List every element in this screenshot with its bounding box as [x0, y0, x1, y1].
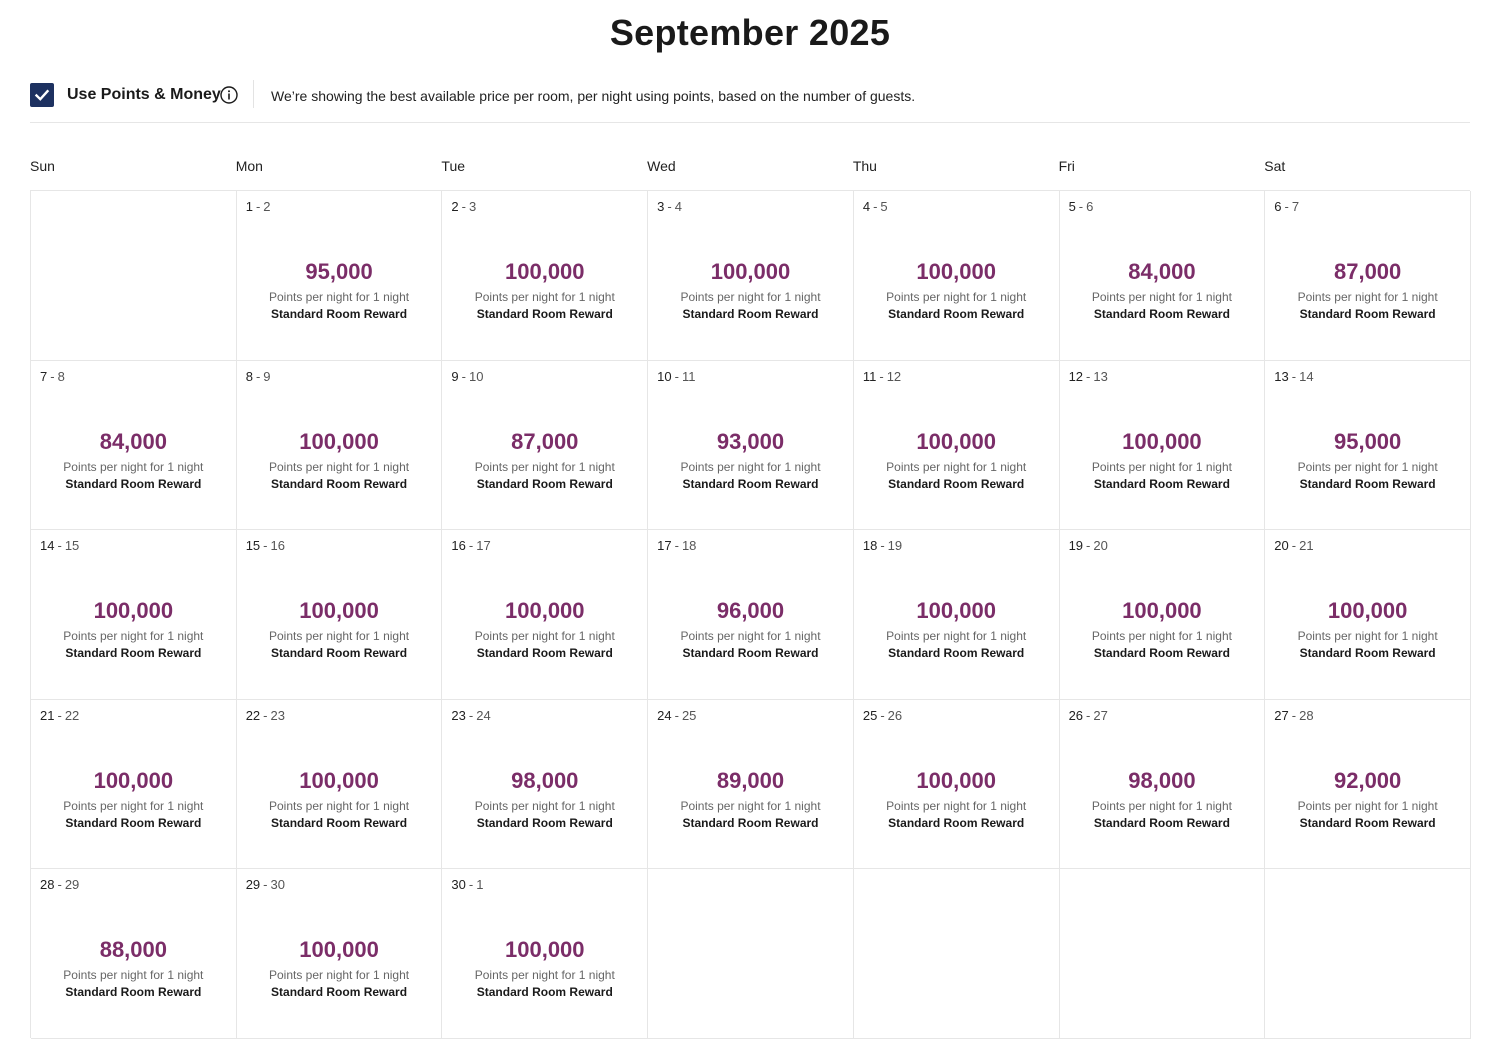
check-out-date: 25 — [681, 707, 697, 723]
points-price: 87,000 — [511, 428, 579, 454]
points-subtitle: Points per night for 1 night — [680, 798, 821, 813]
check-in-date: 27 — [1274, 707, 1289, 723]
check-in-date: 10 — [657, 368, 672, 384]
points-subtitle: Points per night for 1 night — [63, 798, 204, 813]
day-cell[interactable] — [854, 700, 1060, 870]
points-subtitle: Points per night for 1 night — [474, 968, 615, 983]
date-dash: - — [263, 877, 268, 893]
check-out-date: 2 — [263, 199, 271, 214]
weekday-thu: Thu — [852, 158, 877, 174]
check-in-date: 26 — [1068, 707, 1084, 723]
check-in-date: 23 — [451, 707, 466, 723]
points-price: 93,000 — [716, 428, 785, 454]
points-subtitle: Points per night for 1 night — [63, 968, 204, 983]
check-out-date: 21 — [1299, 538, 1314, 554]
reward-type: Standard Room Reward — [65, 476, 202, 491]
check-out-date: 17 — [476, 538, 491, 554]
reward-type: Standard Room Reward — [65, 985, 202, 1000]
check-in-date: 18 — [862, 538, 878, 554]
points-price: 100,000 — [93, 598, 174, 624]
check-out-date: 26 — [887, 707, 903, 723]
points-price: 100,000 — [299, 428, 379, 454]
check-in-date: 19 — [1068, 538, 1084, 554]
date-dash: - — [1086, 368, 1091, 384]
points-price: 100,000 — [505, 937, 585, 963]
check-in-date: 14 — [40, 538, 55, 554]
use-points-money-checkbox[interactable] — [30, 83, 54, 107]
check-in-date: 7 — [40, 368, 48, 384]
day-cell[interactable] — [31, 700, 237, 870]
check-out-date: 16 — [270, 538, 285, 554]
date-dash: - — [57, 707, 62, 723]
check-in-date: 8 — [245, 368, 253, 384]
date-dash: - — [674, 368, 679, 384]
reward-type: Standard Room Reward — [1299, 646, 1436, 661]
points-subtitle: Points per night for 1 night — [474, 798, 615, 813]
day-cell[interactable] — [442, 869, 648, 1039]
points-subtitle: Points per night for 1 night — [1091, 290, 1232, 304]
calendar-grid — [30, 190, 1470, 1038]
day-cell[interactable] — [648, 191, 854, 361]
weekday-mon: Mon — [235, 158, 263, 174]
date-dash: - — [880, 538, 885, 554]
day-cell[interactable] — [442, 191, 648, 361]
date-dash: - — [1078, 199, 1084, 214]
day-cell[interactable] — [648, 361, 854, 531]
points-subtitle: Points per night for 1 night — [474, 459, 615, 474]
points-subtitle: Points per night for 1 night — [269, 798, 410, 813]
reward-type: Standard Room Reward — [682, 476, 819, 491]
check-in-date: 15 — [245, 538, 261, 554]
check-in-date: 29 — [245, 877, 261, 893]
reward-type: Standard Room Reward — [888, 307, 1025, 321]
check-in-date: 4 — [862, 199, 871, 214]
day-cell[interactable] — [854, 191, 1060, 361]
points-price: 87,000 — [1333, 259, 1402, 284]
reward-type: Standard Room Reward — [271, 815, 408, 830]
check-in-date: 5 — [1068, 199, 1076, 214]
check-out-date: 13 — [1093, 368, 1108, 384]
date-range — [246, 369, 271, 384]
date-range — [246, 538, 285, 553]
points-subtitle: Points per night for 1 night — [1297, 798, 1438, 813]
check-in-date: 28 — [40, 877, 55, 893]
date-range — [246, 877, 285, 892]
points-price: 100,000 — [916, 767, 996, 793]
points-price: 100,000 — [299, 598, 379, 624]
date-range — [1274, 199, 1299, 214]
date-range — [863, 199, 888, 214]
date-dash: - — [1291, 538, 1297, 554]
points-subtitle: Points per night for 1 night — [1297, 629, 1438, 644]
date-range — [40, 877, 79, 892]
points-price: 100,000 — [916, 598, 996, 624]
check-in-date: 12 — [1068, 368, 1084, 384]
day-cell[interactable] — [648, 700, 854, 870]
points-subtitle: Points per night for 1 night — [886, 798, 1027, 813]
points-price: 89,000 — [716, 767, 785, 793]
date-range — [657, 538, 696, 553]
points-subtitle: Points per night for 1 night — [680, 290, 821, 304]
date-dash: - — [1291, 707, 1297, 723]
date-dash: - — [263, 538, 268, 554]
date-range — [1069, 199, 1094, 214]
check-in-date: 25 — [862, 707, 878, 723]
pricing-info-text: We’re showing the best available price per room, per night using points, based on the number of guests. — [271, 88, 916, 104]
reward-type: Standard Room Reward — [271, 307, 408, 321]
date-dash: - — [461, 368, 466, 384]
date-range — [1069, 708, 1108, 723]
empty-day-cell — [854, 869, 1060, 1039]
points-price: 100,000 — [916, 428, 996, 454]
date-dash: - — [667, 199, 672, 214]
reward-type: Standard Room Reward — [1299, 476, 1436, 491]
date-dash: - — [880, 707, 885, 723]
day-cell[interactable] — [1265, 700, 1471, 870]
date-dash: - — [873, 199, 878, 214]
empty-day-cell — [1265, 869, 1471, 1039]
date-dash: - — [263, 707, 268, 723]
points-subtitle: Points per night for 1 night — [1297, 290, 1438, 304]
points-subtitle: Points per night for 1 night — [269, 290, 410, 304]
check-out-date: 28 — [1299, 707, 1314, 723]
date-dash: - — [468, 707, 474, 723]
check-in-date: 2 — [451, 199, 459, 214]
date-range — [657, 708, 696, 723]
date-dash: - — [57, 538, 62, 554]
date-range — [40, 369, 65, 384]
date-dash: - — [57, 877, 62, 893]
day-cell[interactable] — [237, 869, 443, 1039]
check-out-date: 12 — [886, 368, 902, 384]
check-in-date: 1 — [245, 199, 253, 214]
day-cell[interactable] — [1265, 361, 1471, 531]
date-dash: - — [1291, 368, 1297, 384]
check-in-date: 3 — [657, 199, 665, 214]
points-price: 92,000 — [1333, 767, 1402, 793]
day-cell[interactable] — [237, 700, 443, 870]
points-price: 98,000 — [1128, 767, 1196, 793]
check-in-date: 9 — [451, 368, 459, 384]
check-out-date: 8 — [57, 368, 65, 384]
reward-type: Standard Room Reward — [682, 815, 819, 830]
check-out-date: 1 — [476, 877, 484, 893]
points-price: 96,000 — [716, 598, 785, 624]
check-out-date: 15 — [64, 538, 80, 554]
date-dash: - — [468, 538, 474, 554]
calendar-month-title: September 2025 — [609, 12, 891, 53]
points-subtitle: Points per night for 1 night — [269, 459, 410, 474]
reward-type: Standard Room Reward — [1093, 646, 1230, 661]
reward-type: Standard Room Reward — [476, 815, 613, 830]
day-cell[interactable] — [237, 361, 443, 531]
date-range — [451, 877, 483, 892]
date-range — [246, 708, 285, 723]
reward-type: Standard Room Reward — [476, 476, 613, 491]
checkmark-icon — [34, 87, 50, 103]
check-in-date: 22 — [245, 707, 261, 723]
reward-type: Standard Room Reward — [1093, 815, 1230, 830]
day-cell[interactable] — [237, 530, 443, 700]
reward-type: Standard Room Reward — [476, 307, 613, 321]
date-range — [451, 538, 490, 553]
check-out-date: 7 — [1291, 199, 1300, 214]
check-out-date: 22 — [64, 707, 80, 723]
day-cell[interactable] — [1060, 361, 1266, 531]
reward-type: Standard Room Reward — [1299, 815, 1436, 830]
points-price: 100,000 — [1327, 598, 1408, 624]
date-dash: - — [1086, 707, 1091, 723]
day-cell[interactable] — [237, 191, 443, 361]
points-price: 100,000 — [505, 598, 585, 624]
date-range — [451, 199, 476, 214]
reward-type: Standard Room Reward — [65, 815, 202, 830]
check-in-date: 6 — [1274, 199, 1282, 214]
empty-day-cell — [1060, 869, 1266, 1039]
date-range — [657, 369, 695, 384]
check-out-date: 29 — [64, 877, 80, 893]
points-subtitle: Points per night for 1 night — [1091, 629, 1232, 644]
day-cell[interactable] — [31, 361, 237, 531]
points-subtitle: Points per night for 1 night — [886, 290, 1027, 304]
points-price: 84,000 — [99, 428, 167, 454]
check-out-date: 10 — [469, 368, 484, 384]
date-range — [1069, 538, 1108, 553]
points-price: 100,000 — [93, 767, 174, 793]
points-subtitle: Points per night for 1 night — [680, 629, 821, 644]
date-dash: - — [255, 199, 261, 214]
check-in-date: 17 — [657, 538, 672, 554]
date-range — [451, 708, 490, 723]
date-range — [863, 369, 901, 384]
points-subtitle: Points per night for 1 night — [269, 968, 410, 983]
check-out-date: 20 — [1093, 538, 1108, 554]
reward-type: Standard Room Reward — [476, 985, 613, 1000]
date-range — [40, 538, 79, 553]
check-out-date: 4 — [674, 199, 682, 214]
day-cell[interactable] — [1060, 191, 1266, 361]
weekday-header-row — [30, 158, 1470, 178]
check-in-date: 11 — [862, 368, 877, 384]
points-price: 100,000 — [710, 259, 791, 284]
check-in-date: 21 — [40, 707, 55, 723]
date-range — [246, 199, 271, 214]
toolbar-divider — [253, 80, 254, 108]
points-money-toolbar — [30, 80, 1470, 123]
empty-day-cell — [648, 869, 854, 1039]
weekday-fri: Fri — [1058, 158, 1075, 174]
points-price: 95,000 — [1333, 428, 1402, 454]
day-cell[interactable] — [854, 361, 1060, 531]
day-cell[interactable] — [1060, 530, 1266, 700]
check-out-date: 18 — [681, 538, 697, 554]
date-range — [1069, 369, 1108, 384]
date-dash: - — [50, 368, 55, 384]
weekday-wed: Wed — [647, 158, 676, 174]
day-cell[interactable] — [31, 869, 237, 1039]
reward-type: Standard Room Reward — [271, 476, 408, 491]
reward-type: Standard Room Reward — [888, 476, 1025, 491]
use-points-money-label[interactable]: Use Points & Money — [67, 86, 221, 103]
points-price: 98,000 — [511, 767, 579, 793]
date-range — [863, 708, 902, 723]
points-subtitle: Points per night for 1 night — [269, 629, 410, 644]
date-range — [451, 369, 483, 384]
reward-type: Standard Room Reward — [888, 815, 1025, 830]
reward-type: Standard Room Reward — [1093, 476, 1230, 491]
points-subtitle: Points per night for 1 night — [474, 290, 615, 304]
check-out-date: 9 — [263, 368, 271, 384]
weekday-tue: Tue — [441, 158, 466, 174]
check-out-date: 19 — [887, 538, 903, 554]
points-subtitle: Points per night for 1 night — [886, 459, 1027, 474]
reward-type: Standard Room Reward — [888, 646, 1025, 661]
day-cell[interactable] — [854, 530, 1060, 700]
check-out-date: 3 — [469, 199, 477, 214]
date-dash: - — [1086, 538, 1091, 554]
check-in-date: 16 — [451, 538, 466, 554]
points-subtitle: Points per night for 1 night — [63, 459, 204, 474]
day-cell[interactable] — [1060, 700, 1266, 870]
check-out-date: 11 — [681, 368, 696, 384]
check-out-date: 23 — [270, 707, 285, 723]
reward-type: Standard Room Reward — [682, 307, 819, 321]
date-dash: - — [468, 877, 474, 893]
check-in-date: 30 — [451, 877, 466, 893]
points-subtitle: Points per night for 1 night — [63, 629, 204, 644]
check-out-date: 27 — [1093, 707, 1108, 723]
day-cell[interactable] — [1265, 530, 1471, 700]
day-cell[interactable] — [1265, 191, 1471, 361]
reward-type: Standard Room Reward — [476, 646, 613, 661]
points-subtitle: Points per night for 1 night — [1297, 459, 1438, 474]
date-dash: - — [461, 199, 466, 214]
weekday-sat: Sat — [1264, 158, 1286, 174]
date-range — [1274, 708, 1313, 723]
date-range — [657, 199, 682, 214]
date-range — [40, 708, 79, 723]
day-cell[interactable] — [442, 530, 648, 700]
check-in-date: 13 — [1274, 368, 1289, 384]
points-subtitle: Points per night for 1 night — [1091, 459, 1232, 474]
reward-type: Standard Room Reward — [682, 646, 819, 661]
day-cell[interactable] — [442, 361, 648, 531]
points-price: 100,000 — [1122, 428, 1202, 454]
date-dash: - — [674, 538, 679, 554]
check-out-date: 14 — [1299, 368, 1314, 384]
points-subtitle: Points per night for 1 night — [886, 629, 1027, 644]
points-subtitle: Points per night for 1 night — [474, 629, 615, 644]
date-dash: - — [1284, 199, 1289, 214]
points-subtitle: Points per night for 1 night — [680, 459, 821, 474]
reward-type: Standard Room Reward — [1299, 307, 1436, 321]
date-range — [1274, 538, 1313, 553]
date-range — [1274, 369, 1313, 384]
day-cell[interactable] — [442, 700, 648, 870]
date-dash: - — [879, 368, 884, 384]
date-dash: - — [255, 368, 261, 384]
check-out-date: 5 — [880, 199, 888, 214]
day-cell[interactable] — [31, 530, 237, 700]
check-in-date: 24 — [657, 707, 672, 723]
points-subtitle: Points per night for 1 night — [1091, 798, 1232, 813]
reward-type: Standard Room Reward — [271, 985, 408, 1000]
points-price: 100,000 — [505, 259, 585, 284]
info-icon[interactable] — [220, 86, 238, 104]
empty-day-cell — [31, 191, 237, 361]
check-in-date: 20 — [1274, 538, 1289, 554]
weekday-sun: Sun — [30, 158, 55, 174]
check-out-date: 24 — [476, 707, 491, 723]
reward-type: Standard Room Reward — [65, 646, 202, 661]
check-out-date: 30 — [270, 877, 285, 893]
points-price: 88,000 — [99, 937, 167, 963]
points-price: 100,000 — [299, 767, 379, 793]
reward-type: Standard Room Reward — [271, 646, 408, 661]
reward-type: Standard Room Reward — [1093, 307, 1230, 321]
points-price: 100,000 — [1122, 598, 1202, 624]
points-price: 84,000 — [1128, 259, 1196, 284]
date-dash: - — [674, 707, 679, 723]
check-out-date: 6 — [1086, 199, 1094, 214]
day-cell[interactable] — [648, 530, 854, 700]
points-price: 95,000 — [305, 259, 373, 284]
points-price: 100,000 — [916, 259, 996, 284]
points-price: 100,000 — [299, 937, 379, 963]
date-range — [863, 538, 902, 553]
